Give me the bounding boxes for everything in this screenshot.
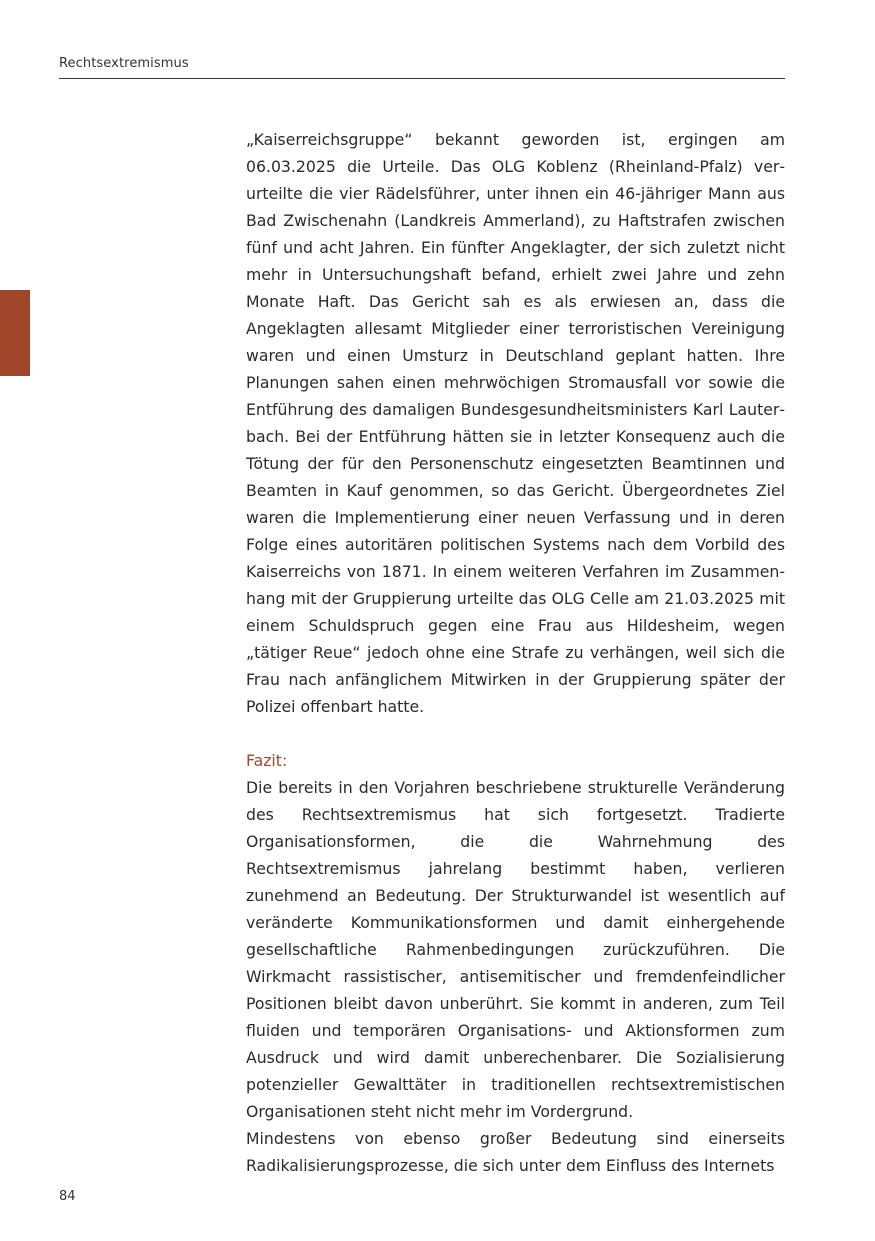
section-heading: Fazit:: [246, 751, 288, 770]
running-header: Rechtsextremismus: [59, 56, 189, 71]
chapter-marker-tab: [0, 290, 30, 376]
body-paragraph: Mindestens von ebenso großer Bedeutung sind einerseits Radikalisierungsprozesse, die sich unter dem Einfluss des Internets: [246, 1129, 785, 1175]
main-text-column: [246, 126, 785, 1179]
body-paragraph: Die bereits in den Vorjahren beschriebene strukturelle Veränderung des Rechtsextremismus hat sich fortgesetzt. Tradierte Organisationsformen, die die Wahrnehmung des Rechtsextremismus jahrelang bestimmt haben, verlieren zunehmend an Bedeutung. Der Strukturwandel ist wesentlich auf veränderte Kommunikationsformen und damit einhergehende gesellschaftliche Rahmenbedingungen zurückzuführen. Die Wirkmacht rassistischer, antisemitischer und fremdenfeindlicher Positionen bleibt davon unberührt. Sie kommt in anderen, zum Teil fluiden und temporären Organisations- und Aktionsformen zum Ausdruck und wird damit unberechenbarer. Die Sozialisierung potenzieller Gewalttäter in traditionellen rechtsextremistischen Organisationen steht nicht mehr im Vordergrund.: [246, 778, 785, 1121]
page-number: 84: [59, 1189, 76, 1204]
paragraph-spacer: [246, 720, 785, 747]
body-paragraph: „Kaiserreichsgruppe“ bekannt geworden ist, ergingen am 06.03.2025 die Urteile. Das OLG Koblenz (Rheinland-Pfalz) verurteilte die vier Rädelsführer, unter ihnen ein 46-jähriger Mann aus Bad Zwischenahn (Landkreis Ammerland), zu Haftstrafen zwischen fünf und acht Jahren. Ein fünfter Angeklagter, der sich zuletzt nicht mehr in Untersuchungshaft befand, erhielt zwei Jahre und zehn Monate Haft. Das Gericht sah es als erwiesen an, dass die Angeklagten allesamt Mitglieder einer terroristischen Vereinigung waren und einen Umsturz in Deutschland geplant hatten. Ihre Planungen sahen einen mehrwöchigen Stromausfall vor sowie die Entführung des damaligen Bundesgesundheitsministers Karl Lauterbach. Bei der Entführung hätten sie in letzter Konsequenz auch die Tötung der für den Personenschutz eingesetzten Beamtinnen und Beamten in Kauf genommen, so das Gericht. Übergeordnetes Ziel waren die Implementierung einer neuen Verfassung und in deren Folge eines autoritären politischen Systems nach dem Vorbild des Kaiserreichs von 1871. In einem weiteren Verfahren im Zusammenhang mit der Gruppierung urteilte das OLG Celle am 21.03.2025 mit einem Schuldspruch gegen eine Frau aus Hildesheim, wegen „tätiger Reue“ jedoch ohne eine Strafe zu verhängen, weil sich die Frau nach anfänglichem Mitwirken in der Gruppierung später der Polizei offenbart hatte.: [246, 130, 785, 716]
header-divider: [59, 78, 785, 79]
